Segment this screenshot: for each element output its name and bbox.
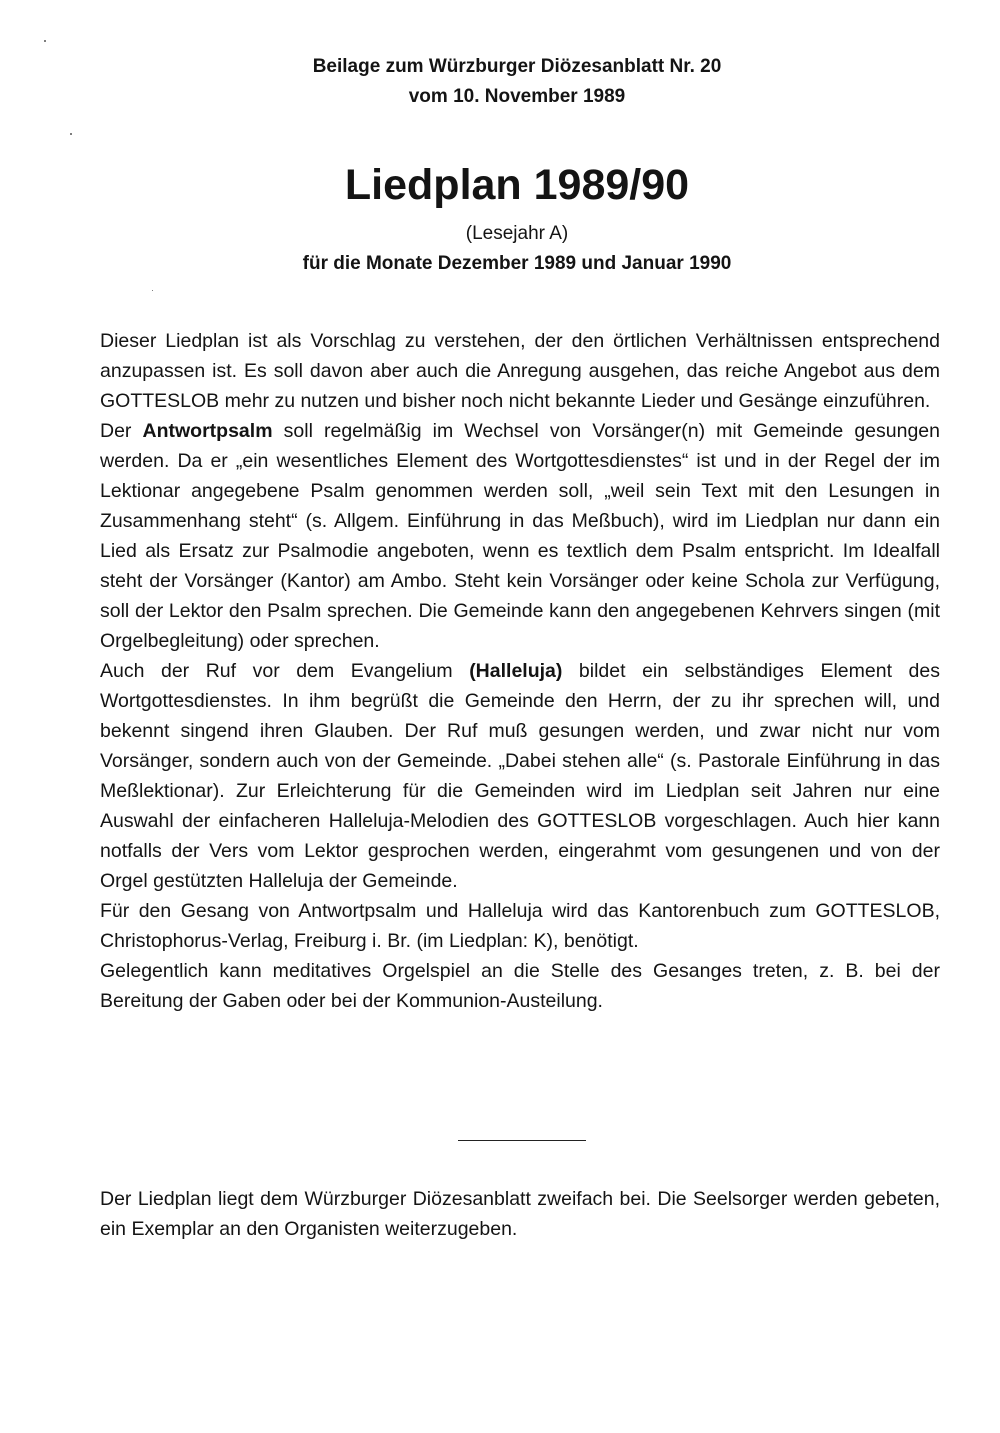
months-line: für die Monate Dezember 1989 und Januar 1990 — [302, 253, 732, 274]
paragraph-halleluja-rest: bildet ein selbständiges Element des Wortgottesdienstes. In ihm begrüßt die Gemeinde den Herrn, der zu ihr sprechen will, und bekennt singend ihren Glauben. Der Ruf muß gesungen werden, und zwar nicht nur vom Vorsänger, sondern auch von der Gemeinde. „Dabei stehen alle“ (s. Pastorale Einführung in das Meßlektionar). Zur Erleichterung für die Gemeinden wird im Liedplan seit Jahren nur eine Auswahl der einfacheren Halleluja-Melodien des GOTTESLOB vorgeschlagen. Auch hier kann notfalls der Vers vom Lektor gesprochen werden, eingerahmt vom gesungenen und von der Orgel gestützten Halleluja der Gemeinde. — [100, 660, 940, 892]
body-text — [100, 326, 940, 1016]
paragraph-antwortpsalm-rest: soll regelmäßig im Wechsel von Vorsänger(n) mit Gemeinde gesungen werden. Da er „ein wesentliches Element des Wortgottesdienstes“ ist und in der Regel der im Lektionar angegebene Psalm genommen werden soll, „weil sein Text mit den Lesungen in Zusammenhang steht“ (s. Allgem. Einführung in das Meßbuch), wird im Liedplan nur dann ein Lied als Ersatz zur Psalmodie angeboten, wenn es textlich dem Psalm entspricht. Im Idealfall steht der Vorsänger (Kantor) am Ambo. Steht kein Vorsänger oder keine Schola zur Verfügung, soll der Lektor den Psalm sprechen. Die Gemeinde kann den angegebenen Kehrvers singen (mit Orgelbegleitung) oder sprechen. — [100, 420, 940, 652]
footer-note: Der Liedplan liegt dem Würzburger Diözesanblatt zweifach bei. Die Seelsorger werden gebeten, ein Exemplar an den Organisten weiterzugeben. — [100, 1188, 940, 1240]
paragraph-kantorenbuch: Für den Gesang von Antwortpsalm und Halleluja wird das Kantorenbuch zum GOTTESLOB, Christophorus-Verlag, Freiburg i. Br. (im Liedplan: K), benötigt. — [100, 900, 940, 952]
halleluja-term: (Halleluja) — [469, 660, 563, 682]
paragraph-orgelspiel: Gelegentlich kann meditatives Orgelspiel an die Stelle des Gesanges treten, z. B. bei der Bereitung der Gaben oder bei der Kommunion-Austeilung. — [100, 960, 940, 1012]
paragraph-antwortpsalm — [100, 416, 940, 656]
paragraph-halleluja — [100, 656, 940, 896]
page-title: Liedplan 1989/90 — [344, 161, 690, 209]
subtitle: (Lesejahr A) — [465, 223, 569, 244]
scan-speck — [152, 290, 153, 291]
header-line-2: vom 10. November 1989 — [408, 86, 626, 107]
section-divider — [458, 1140, 586, 1141]
supplement-header — [0, 52, 1000, 112]
header-line-1: Beilage zum Würzburger Diözesanblatt Nr. 20 — [312, 56, 722, 77]
scan-speck — [70, 133, 72, 135]
scan-speck — [44, 40, 46, 42]
paragraph-halleluja-start: Auch der Ruf vor dem Evangelium — [100, 660, 470, 682]
antwortpsalm-term: Antwortpsalm — [142, 420, 273, 442]
paragraph-intro: Dieser Liedplan ist als Vorschlag zu verstehen, der den örtlichen Verhältnissen entsprechend anzupassen ist. Es soll davon aber auch die Anregung ausgehen, das reiche Angebot aus dem GOTTESLOB mehr zu nutzen und bisher noch nicht bekannte Lieder und Gesänge einzuführen. — [100, 330, 940, 412]
paragraph-antwortpsalm-start: Der — [100, 420, 143, 442]
